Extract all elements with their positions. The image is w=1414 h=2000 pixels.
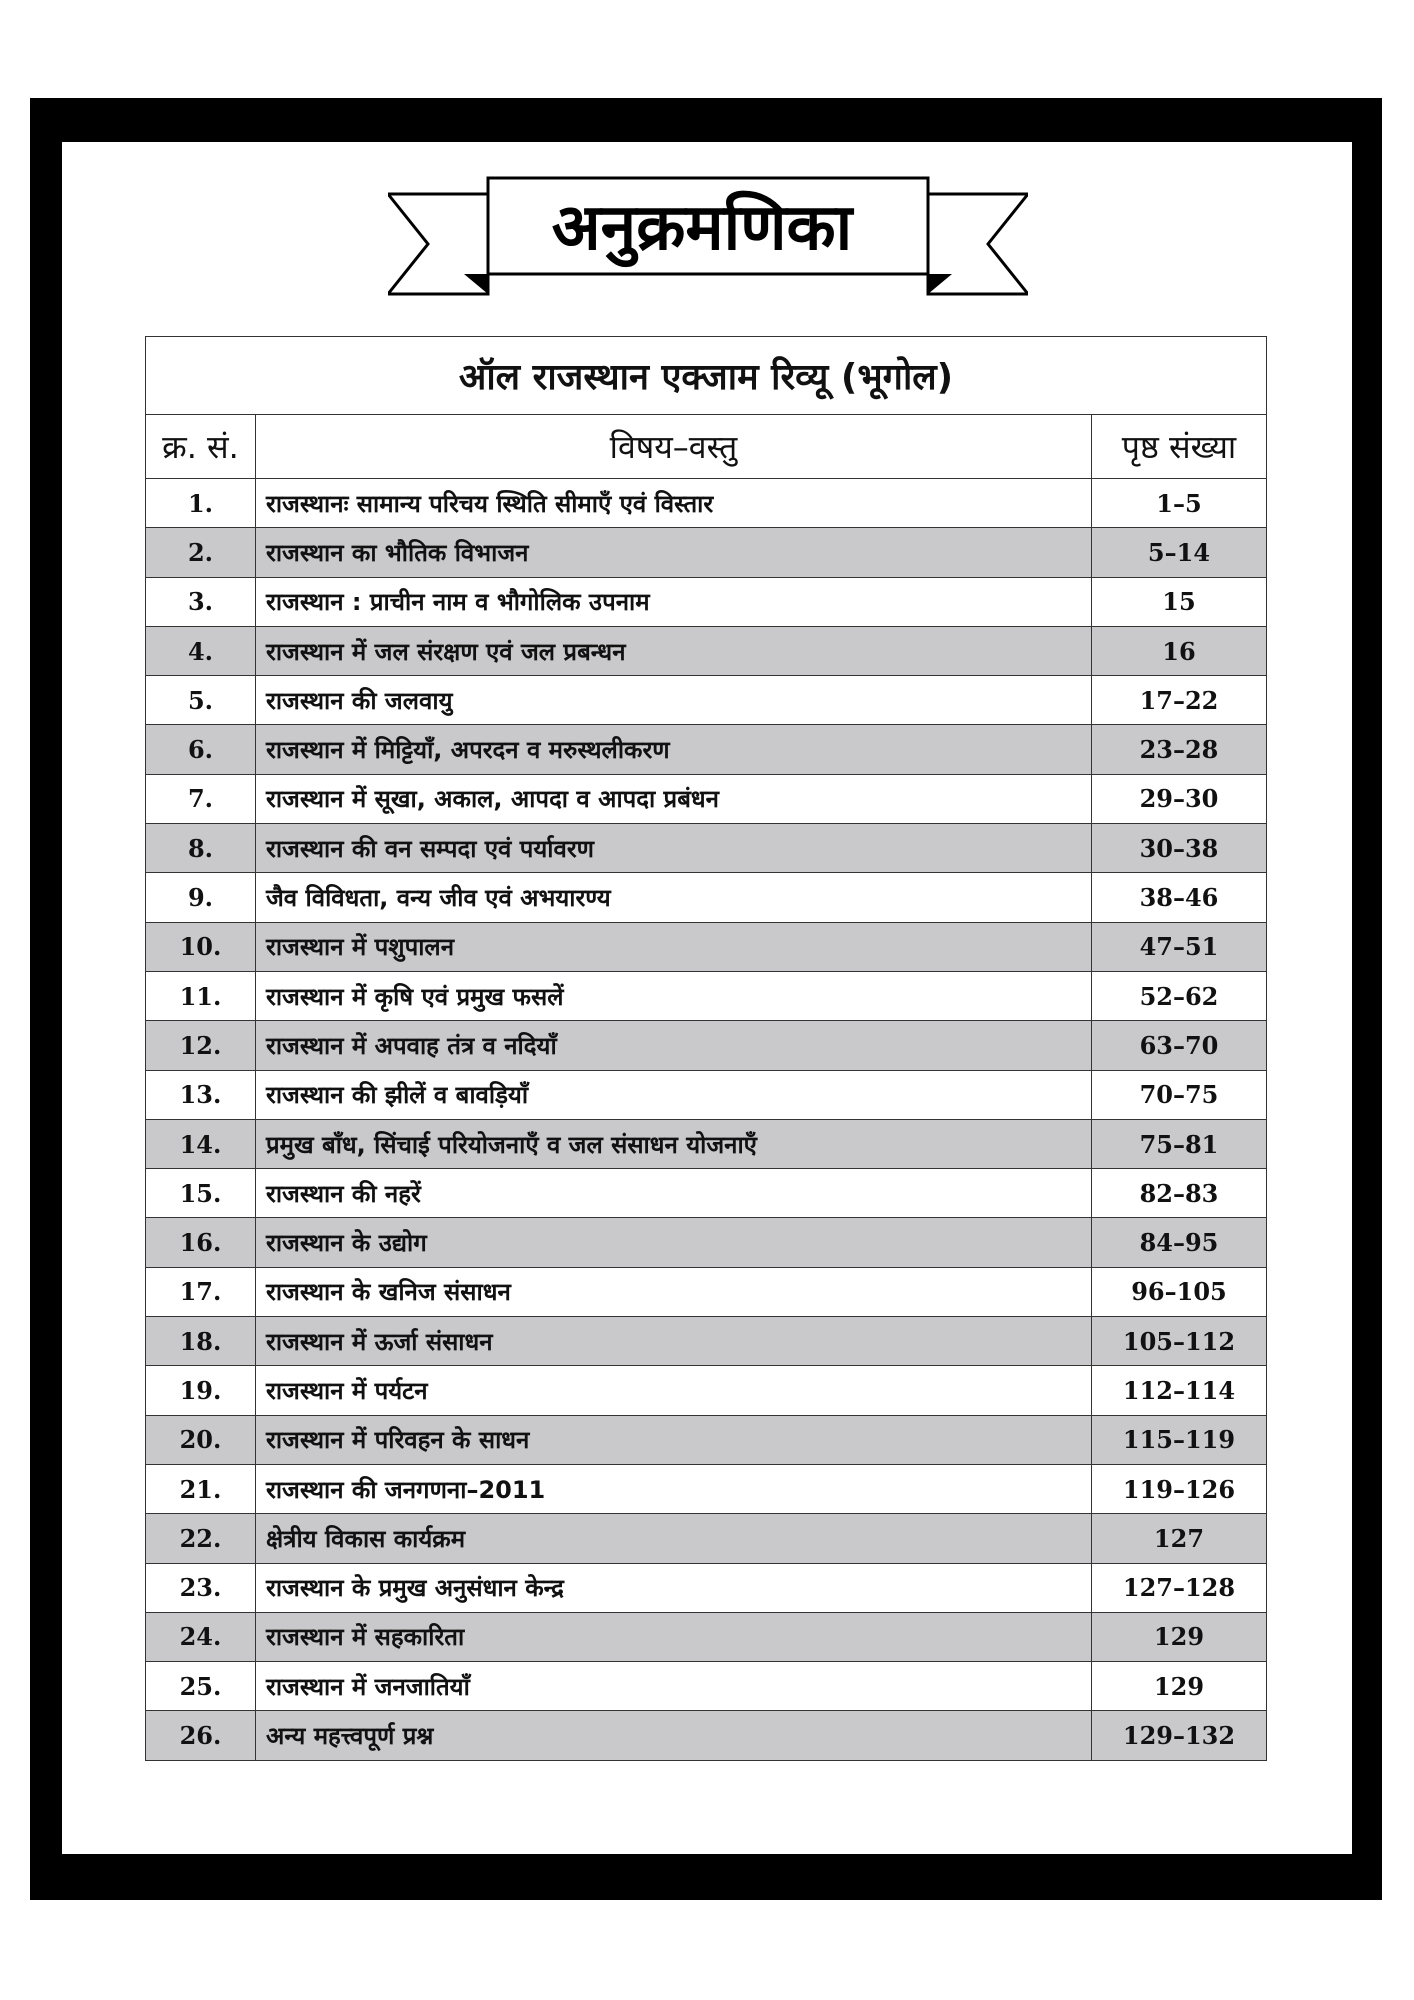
row-subject: राजस्थान के खनिज संसाधन	[256, 1267, 1092, 1316]
contents-table	[145, 336, 1267, 1761]
row-number: 19.	[146, 1366, 256, 1415]
table-row	[146, 626, 1267, 675]
row-pages: 129–132	[1091, 1711, 1266, 1760]
row-number: 18.	[146, 1317, 256, 1366]
table-row	[146, 1218, 1267, 1267]
row-number: 16.	[146, 1218, 256, 1267]
row-number: 17.	[146, 1267, 256, 1316]
table-row	[146, 528, 1267, 577]
table-row	[146, 1021, 1267, 1070]
table-row	[146, 1612, 1267, 1661]
row-subject: राजस्थान के उद्योग	[256, 1218, 1092, 1267]
row-subject: राजस्थान में सहकारिता	[256, 1612, 1092, 1661]
row-subject: राजस्थान में जल संरक्षण एवं जल प्रबन्धन	[256, 626, 1092, 675]
table-row	[146, 1317, 1267, 1366]
table-row	[146, 1514, 1267, 1563]
header-number: क्र. सं.	[146, 415, 256, 479]
row-number: 8.	[146, 824, 256, 873]
table-row	[146, 1415, 1267, 1464]
row-pages: 47–51	[1091, 922, 1266, 971]
row-pages: 129	[1091, 1662, 1266, 1711]
row-subject: राजस्थान में कृषि एवं प्रमुख फसलें	[256, 971, 1092, 1020]
row-pages: 38–46	[1091, 873, 1266, 922]
row-subject: राजस्थान में पशुपालन	[256, 922, 1092, 971]
row-subject: राजस्थान में जनजातियाँ	[256, 1662, 1092, 1711]
table-row	[146, 971, 1267, 1020]
row-number: 9.	[146, 873, 256, 922]
row-pages: 52–62	[1091, 971, 1266, 1020]
row-subject: राजस्थान का भौतिक विभाजन	[256, 528, 1092, 577]
row-number: 23.	[146, 1563, 256, 1612]
table-row	[146, 1366, 1267, 1415]
row-subject: प्रमुख बाँध, सिंचाई परियोजनाएँ व जल संसाधन योजनाएँ	[256, 1119, 1092, 1168]
row-number: 15.	[146, 1169, 256, 1218]
row-number: 24.	[146, 1612, 256, 1661]
row-pages: 23–28	[1091, 725, 1266, 774]
row-number: 5.	[146, 676, 256, 725]
row-subject: राजस्थान में अपवाह तंत्र व नदियाँ	[256, 1021, 1092, 1070]
row-pages: 112–114	[1091, 1366, 1266, 1415]
row-number: 13.	[146, 1070, 256, 1119]
row-number: 3.	[146, 577, 256, 626]
row-subject: राजस्थान में सूखा, अकाल, आपदा व आपदा प्रबंधन	[256, 774, 1092, 823]
row-number: 12.	[146, 1021, 256, 1070]
row-pages: 75–81	[1091, 1119, 1266, 1168]
row-pages: 1–5	[1091, 479, 1266, 528]
row-pages: 30–38	[1091, 824, 1266, 873]
row-pages: 29–30	[1091, 774, 1266, 823]
row-subject: राजस्थान में परिवहन के साधन	[256, 1415, 1092, 1464]
row-pages: 17–22	[1091, 676, 1266, 725]
header-subject: विषय–वस्तु	[256, 415, 1092, 479]
row-pages: 70–75	[1091, 1070, 1266, 1119]
row-subject: राजस्थान में पर्यटन	[256, 1366, 1092, 1415]
row-subject: क्षेत्रीय विकास कार्यक्रम	[256, 1514, 1092, 1563]
table-row	[146, 1464, 1267, 1513]
table-row	[146, 1119, 1267, 1168]
row-pages: 127	[1091, 1514, 1266, 1563]
page-heading: अनुक्रमणिका	[551, 190, 853, 265]
table-row	[146, 922, 1267, 971]
row-number: 22.	[146, 1514, 256, 1563]
row-pages: 105–112	[1091, 1317, 1266, 1366]
row-number: 6.	[146, 725, 256, 774]
table-row	[146, 1070, 1267, 1119]
table-row	[146, 1662, 1267, 1711]
row-number: 10.	[146, 922, 256, 971]
row-subject: राजस्थान की जलवायु	[256, 676, 1092, 725]
table-row	[146, 1169, 1267, 1218]
row-pages: 119–126	[1091, 1464, 1266, 1513]
row-pages: 115–119	[1091, 1415, 1266, 1464]
row-subject: राजस्थान के प्रमुख अनुसंधान केन्द्र	[256, 1563, 1092, 1612]
row-subject: राजस्थान में मिट्टियाँ, अपरदन व मरुस्थलीकरण	[256, 725, 1092, 774]
row-subject: राजस्थान की नहरें	[256, 1169, 1092, 1218]
row-number: 26.	[146, 1711, 256, 1760]
table-row	[146, 824, 1267, 873]
book-title: ऑल राजस्थान एक्जाम रिव्यू (भूगोल)	[146, 337, 1267, 415]
table-row	[146, 676, 1267, 725]
row-number: 1.	[146, 479, 256, 528]
table-row	[146, 1711, 1267, 1760]
row-pages: 129	[1091, 1612, 1266, 1661]
row-pages: 127–128	[1091, 1563, 1266, 1612]
row-subject: राजस्थान की वन सम्पदा एवं पर्यावरण	[256, 824, 1092, 873]
header-pages: पृष्ठ संख्या	[1091, 415, 1266, 479]
row-number: 7.	[146, 774, 256, 823]
row-subject: राजस्थान की जनगणना–2011	[256, 1464, 1092, 1513]
row-number: 11.	[146, 971, 256, 1020]
row-pages: 63–70	[1091, 1021, 1266, 1070]
row-pages: 82–83	[1091, 1169, 1266, 1218]
row-number: 4.	[146, 626, 256, 675]
row-pages: 16	[1091, 626, 1266, 675]
row-number: 20.	[146, 1415, 256, 1464]
row-number: 2.	[146, 528, 256, 577]
row-pages: 5–14	[1091, 528, 1266, 577]
table-row	[146, 479, 1267, 528]
row-subject: राजस्थानः सामान्य परिचय स्थिति सीमाएँ एवं विस्तार	[256, 479, 1092, 528]
row-subject: राजस्थान में ऊर्जा संसाधन	[256, 1317, 1092, 1366]
row-subject: जैव विविधता, वन्य जीव एवं अभयारण्य	[256, 873, 1092, 922]
table-row	[146, 725, 1267, 774]
row-number: 21.	[146, 1464, 256, 1513]
table-row	[146, 873, 1267, 922]
row-pages: 96–105	[1091, 1267, 1266, 1316]
row-subject: राजस्थान की झीलें व बावड़ियाँ	[256, 1070, 1092, 1119]
row-pages: 15	[1091, 577, 1266, 626]
row-subject: राजस्थान : प्राचीन नाम व भौगोलिक उपनाम	[256, 577, 1092, 626]
row-subject: अन्य महत्त्वपूर्ण प्रश्न	[256, 1711, 1092, 1760]
table-header-row	[146, 415, 1267, 479]
table-row	[146, 1563, 1267, 1612]
table-row	[146, 577, 1267, 626]
row-number: 25.	[146, 1662, 256, 1711]
row-pages: 84–95	[1091, 1218, 1266, 1267]
table-row	[146, 1267, 1267, 1316]
table-row	[146, 774, 1267, 823]
row-number: 14.	[146, 1119, 256, 1168]
